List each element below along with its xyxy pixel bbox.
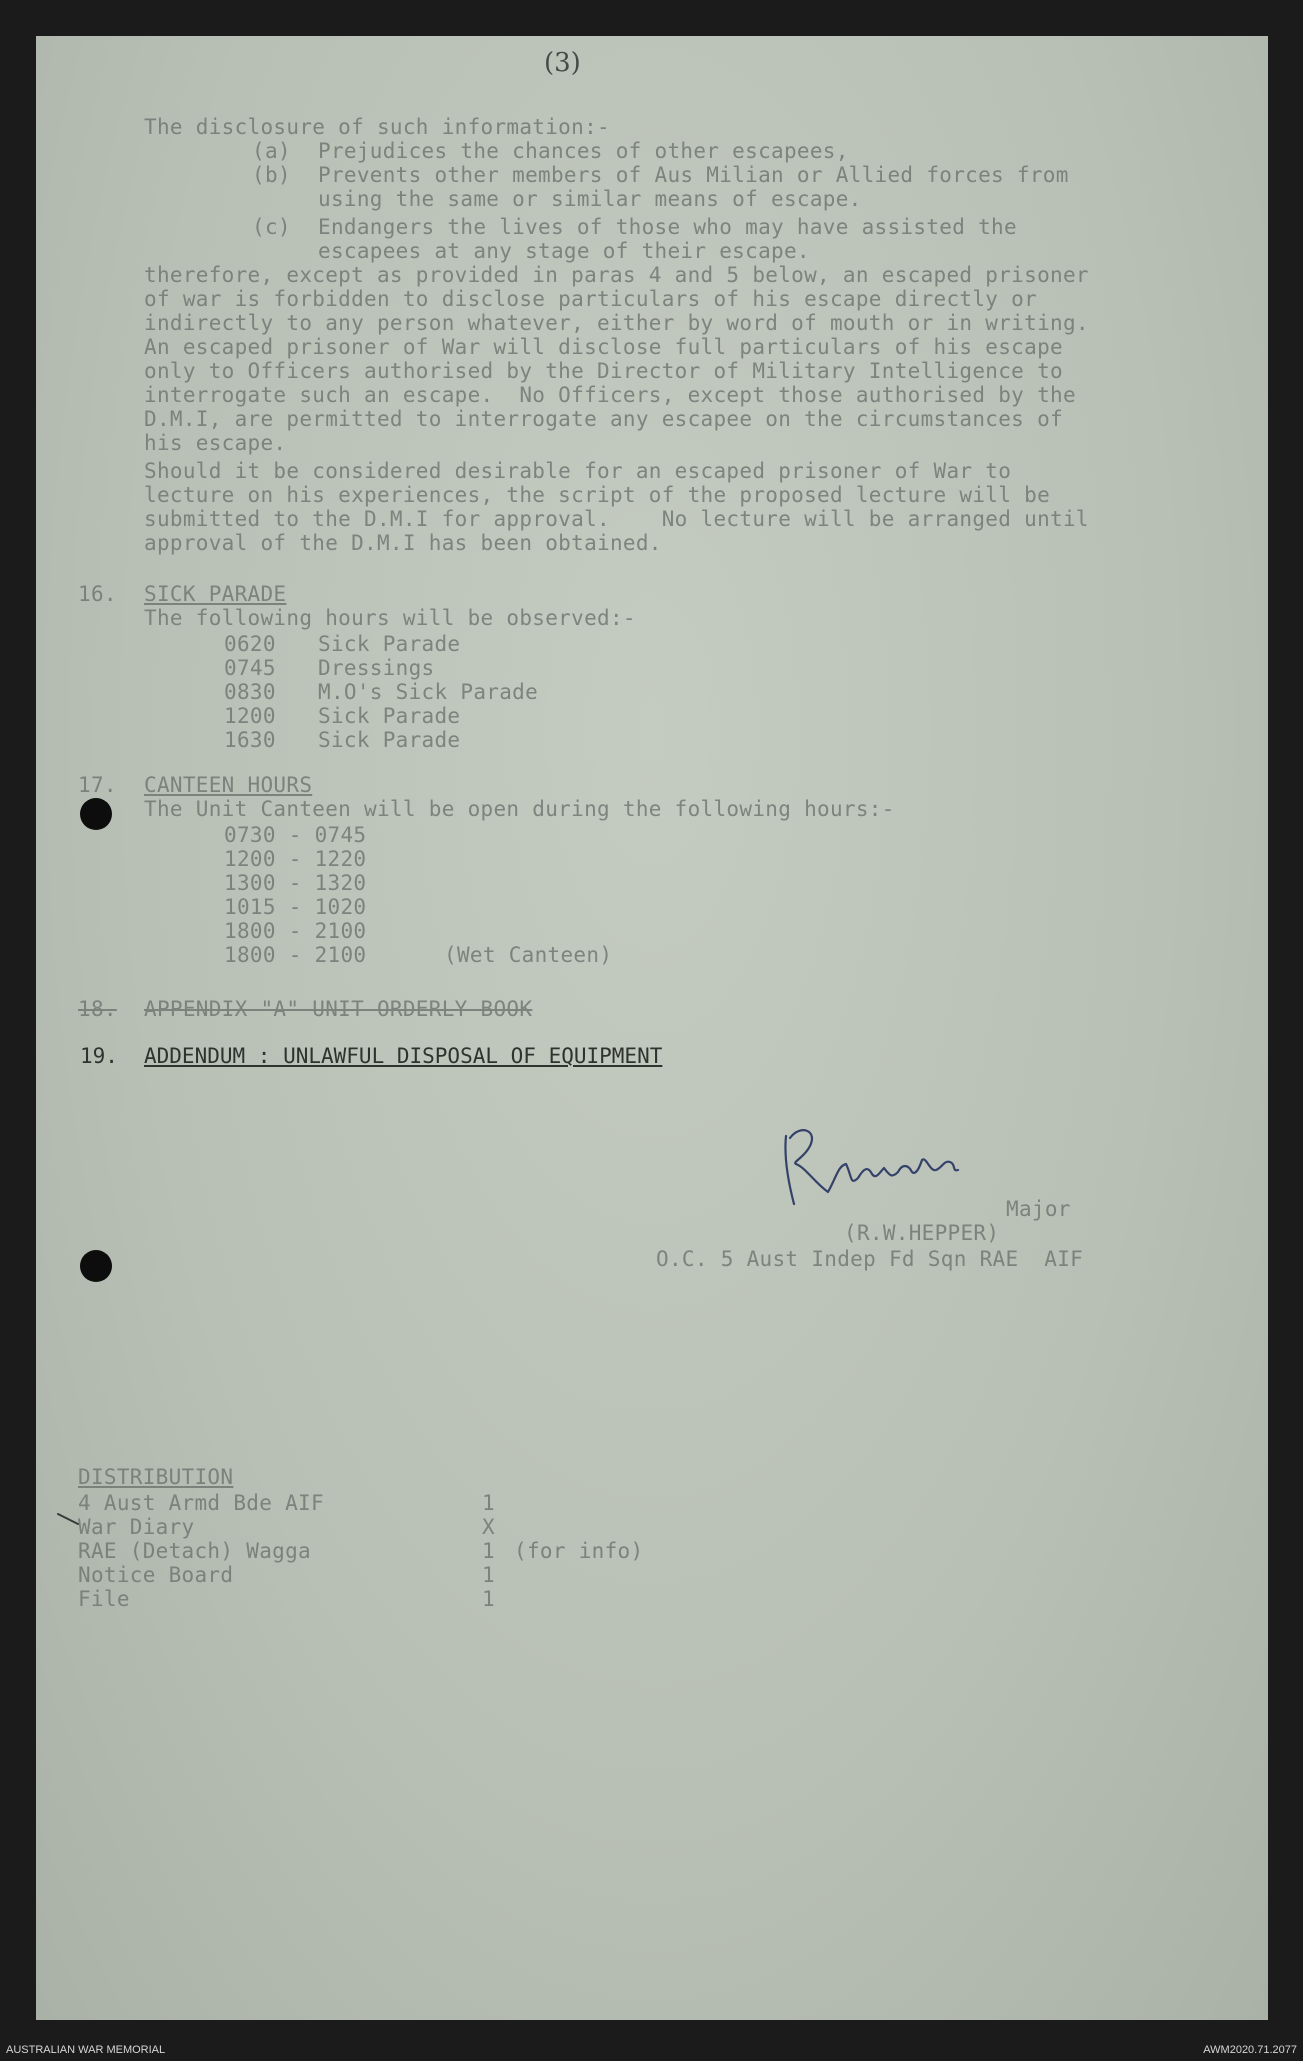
signatory-unit: O.C. 5 Aust Indep Fd Sqn RAE AIF	[656, 1247, 1084, 1271]
distribution-note: (for info)	[514, 1539, 644, 1563]
signatory-rank: Major	[1006, 1197, 1071, 1221]
intro-line: The disclosure of such information:-	[144, 115, 610, 139]
item-b-line-1: Prevents other members of Aus Milian or Allied forces from	[318, 163, 1069, 187]
section-18-heading: APPENDIX "A" UNIT ORDERLY BOOK	[144, 997, 533, 1021]
canteen-time: 1200 - 1220	[224, 847, 367, 871]
canteen-time: 1015 - 1020	[224, 895, 367, 919]
section-19-number: 19.	[80, 1044, 118, 1068]
section-16-heading: SICK PARADE	[144, 582, 287, 606]
body-line: Should it be considered desirable for an escaped prisoner of War to	[144, 459, 1012, 483]
item-c-line-1: Endangers the lives of those who may have assisted the	[318, 215, 1017, 239]
body-line: D.M.I, are permitted to interrogate any escapee on the circumstances of	[144, 407, 1063, 431]
sick-desc: M.O's Sick Parade	[318, 680, 539, 704]
pencil-tick-mark	[56, 1510, 96, 1534]
body-line: his escape.	[144, 431, 287, 455]
body-line: therefore, except as provided in paras 4 and 5 below, an escaped prisoner	[144, 263, 1089, 287]
sick-desc: Sick Parade	[318, 728, 461, 752]
item-c-label: (c)	[252, 215, 291, 239]
punch-hole-bottom	[80, 1250, 112, 1282]
distribution-qty: 1	[482, 1587, 495, 1611]
canteen-time: 1800 - 2100	[224, 919, 367, 943]
body-line: submitted to the D.M.I for approval. No lecture will be arranged until	[144, 507, 1089, 531]
distribution-qty: 1	[482, 1539, 495, 1563]
page-number: (3)	[544, 48, 581, 78]
body-line: approval of the D.M.I has been obtained.	[144, 531, 662, 555]
section-18-number: 18.	[78, 997, 117, 1021]
footer-left: AUSTRALIAN WAR MEMORIAL	[6, 2044, 166, 2056]
punch-hole-top	[80, 798, 112, 830]
body-line: only to Officers authorised by the Director of Military Intelligence to	[144, 359, 1063, 383]
distribution-to: Notice Board	[78, 1563, 234, 1587]
item-c-line-2: escapees at any stage of their escape.	[318, 239, 810, 263]
distribution-qty: 1	[482, 1563, 495, 1587]
document-page	[36, 36, 1268, 2020]
body-line: lecture on his experiences, the script of the proposed lecture will be	[144, 483, 1051, 507]
sick-time: 0745	[224, 656, 276, 680]
sick-time: 0830	[224, 680, 276, 704]
item-a-label: (a)	[252, 139, 291, 163]
section-19-text: ADDENDUM : UNLAWFUL DISPOSAL OF EQUIPMENT	[144, 1044, 663, 1068]
footer-right: AWM2020.71.2077	[1203, 2044, 1297, 2056]
item-a-line-1: Prejudices the chances of other escapees,	[318, 139, 849, 163]
signatory-name: (R.W.HEPPER)	[844, 1221, 1000, 1245]
distribution-to: RAE (Detach) Wagga	[78, 1539, 311, 1563]
sick-desc: Sick Parade	[318, 704, 461, 728]
item-b-label: (b)	[252, 163, 291, 187]
body-line: of war is forbidden to disclose particulars of his escape directly or	[144, 287, 1038, 311]
body-line: An escaped prisoner of War will disclose full particulars of his escape	[144, 335, 1063, 359]
distribution-qty: X	[482, 1515, 495, 1539]
canteen-time: 0730 - 0745	[224, 823, 367, 847]
section-17-intro: The Unit Canteen will be open during the following hours:-	[144, 797, 895, 821]
section-16-intro: The following hours will be observed:-	[144, 606, 636, 630]
distribution-heading: DISTRIBUTION	[78, 1465, 234, 1489]
sick-desc: Sick Parade	[318, 632, 461, 656]
sick-time: 1630	[224, 728, 276, 752]
body-line: indirectly to any person whatever, either by word of mouth or in writing.	[144, 311, 1089, 335]
canteen-time: 1300 - 1320	[224, 871, 367, 895]
body-line: interrogate such an escape. No Officers, except those authorised by the	[144, 383, 1076, 407]
sick-time: 0620	[224, 632, 276, 656]
section-17-heading: CANTEEN HOURS	[144, 773, 313, 797]
distribution-to: War Diary	[78, 1515, 195, 1539]
sick-desc: Dressings	[318, 656, 435, 680]
sick-time: 1200	[224, 704, 276, 728]
distribution-qty: 1	[482, 1491, 495, 1515]
distribution-to: File	[78, 1587, 130, 1611]
distribution-to: 4 Aust Armd Bde AIF	[78, 1491, 324, 1515]
section-16-number: 16.	[78, 582, 117, 606]
canteen-note: (Wet Canteen)	[444, 943, 613, 967]
section-17-number: 17.	[78, 773, 117, 797]
handwritten-signature	[766, 1116, 986, 1226]
item-b-line-2: using the same or similar means of escape.	[318, 187, 862, 211]
canteen-time: 1800 - 2100	[224, 943, 367, 967]
